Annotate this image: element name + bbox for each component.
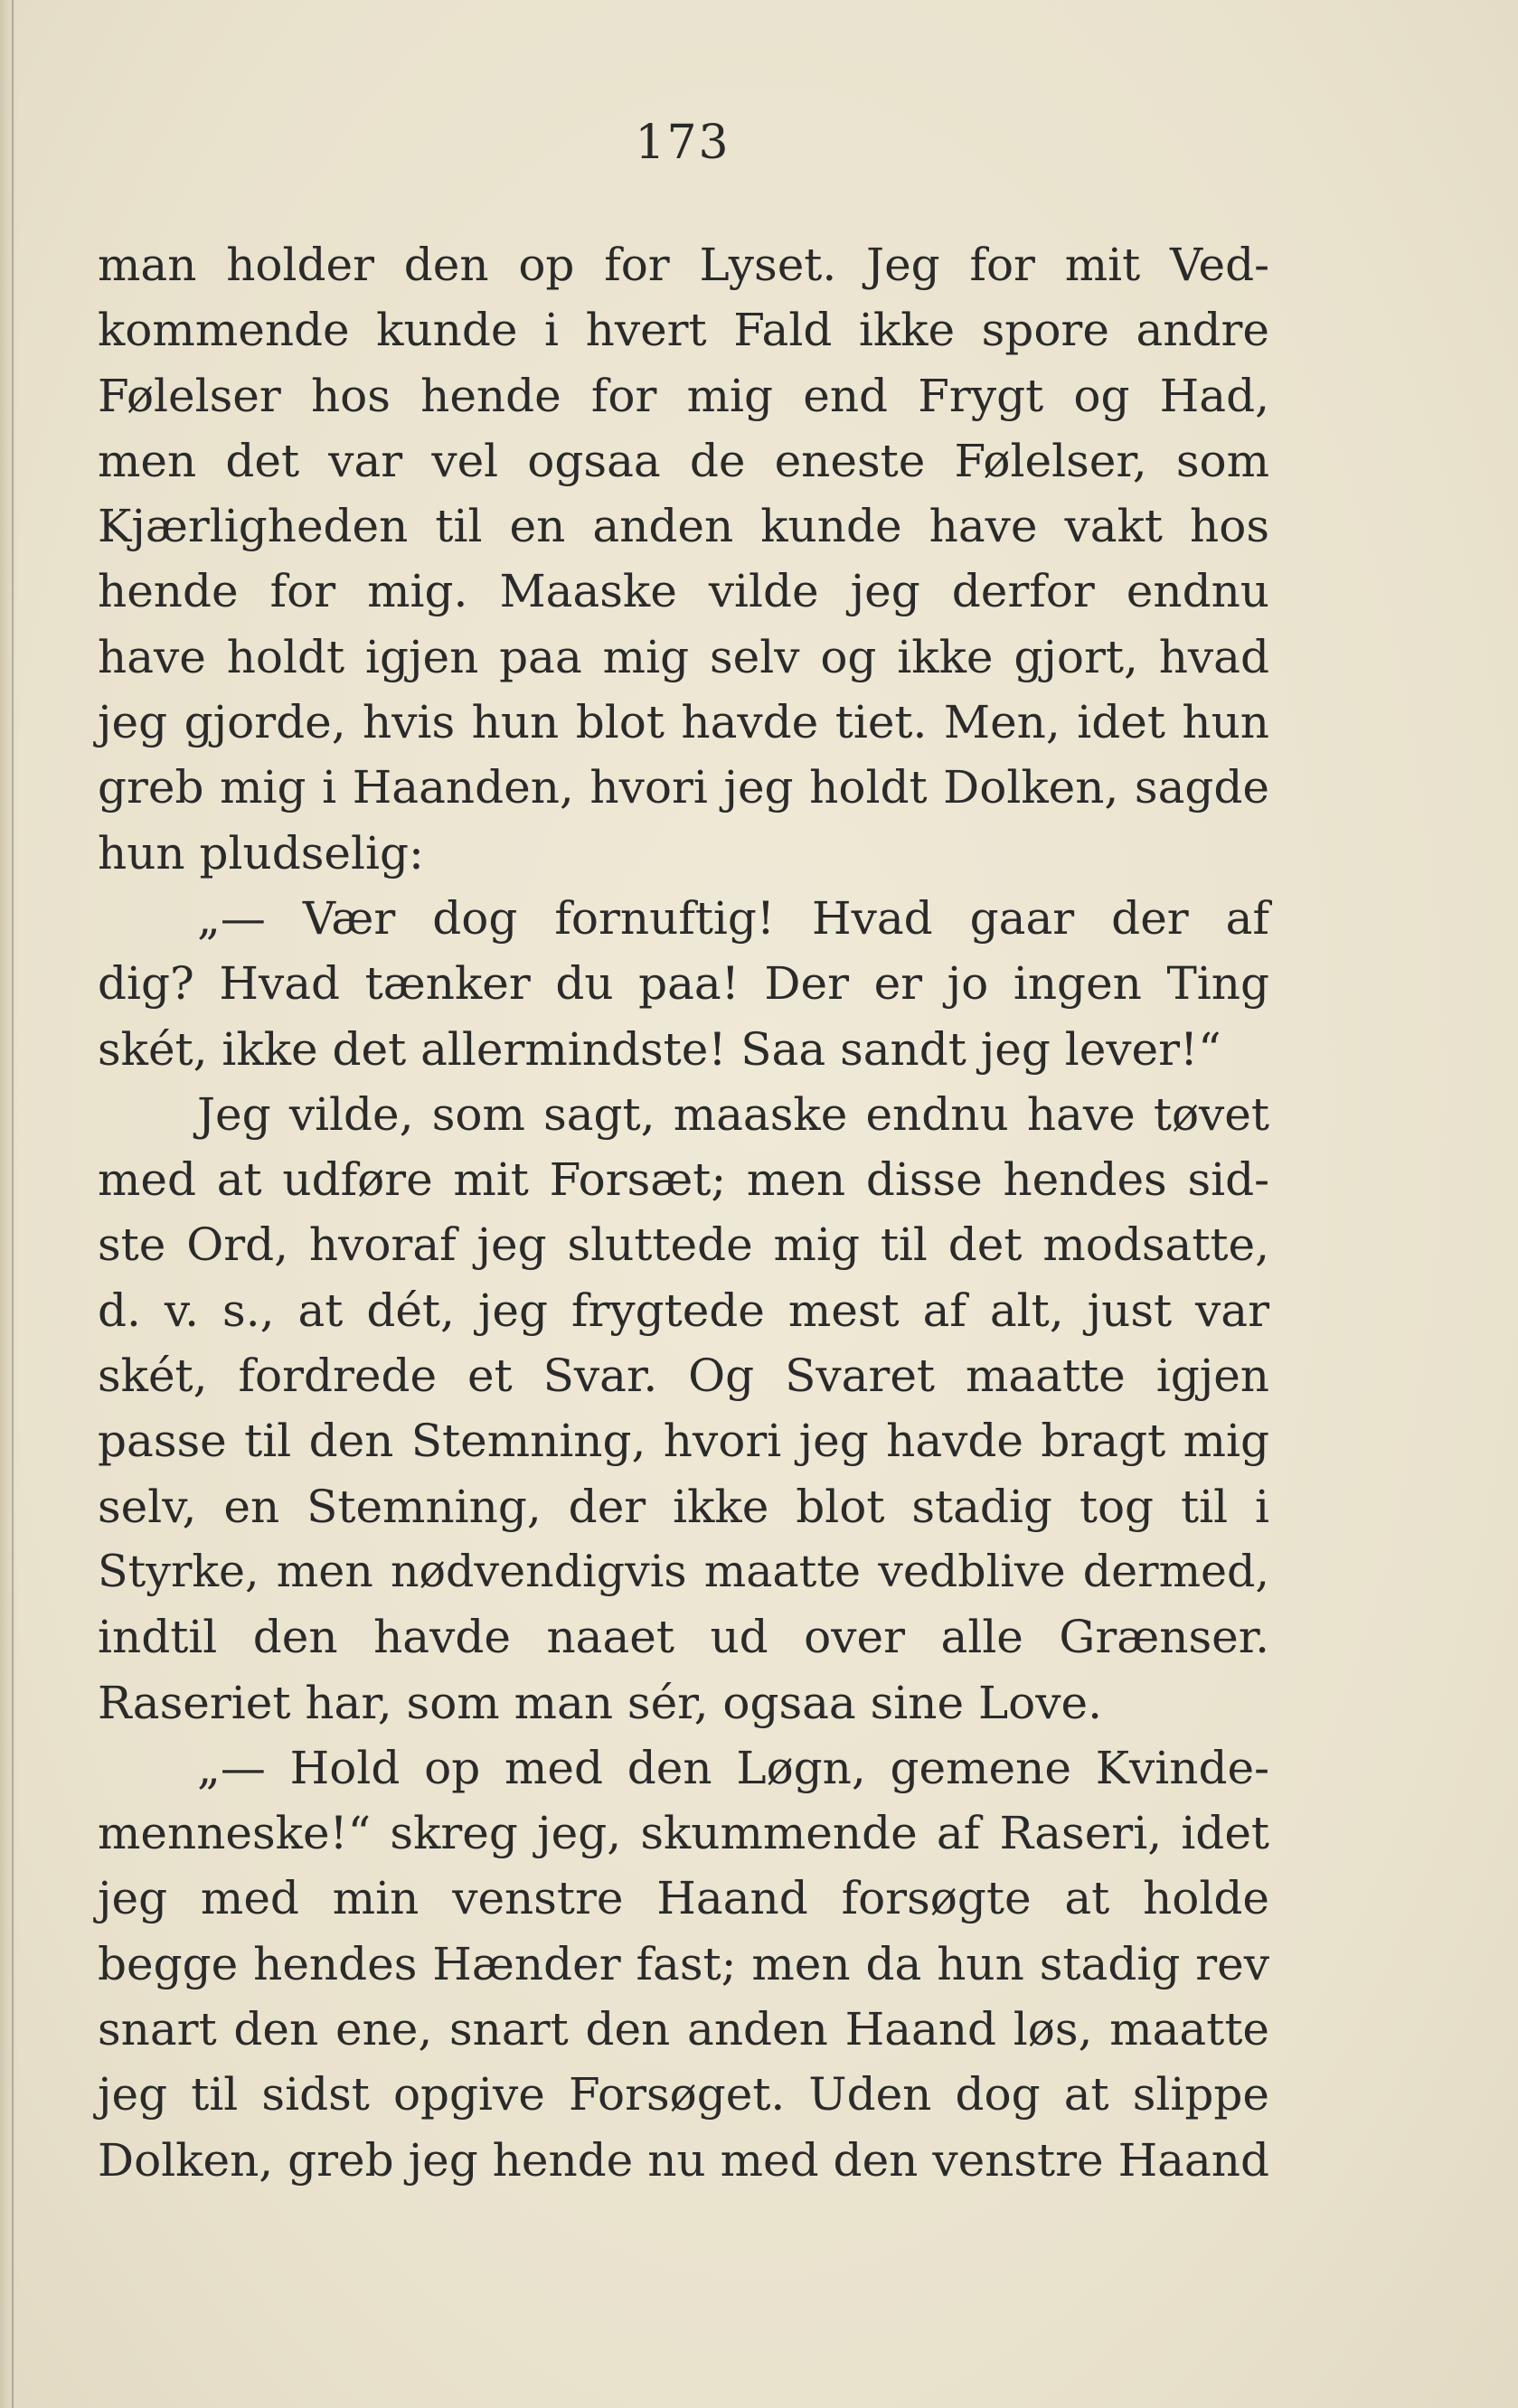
text-line: Dolken, greb jeg hende nu med den venstre Haand xyxy=(98,2133,1269,2187)
text-line: dig? Hvad tænker du paa! Der er jo ingen Ting xyxy=(98,957,1269,1011)
page-edge-line xyxy=(12,0,14,2408)
text-line: men det var vel ogsaa de eneste Følelser, som xyxy=(98,434,1269,487)
text-line: man holder den op for Lyset. Jeg for mit Ved- xyxy=(98,239,1269,291)
text-line: ste Ord, hvoraf jeg sluttede mig til det modsatte, xyxy=(98,1218,1269,1272)
text-line: jeg med min venstre Haand forsøgte at holde xyxy=(98,1872,1269,1925)
text-line: skét, fordrede et Svar. Og Svaret maatte igjen xyxy=(98,1350,1269,1403)
text-line: Raseriet har, som man sér, ogsaa sine Love. xyxy=(98,1676,1103,1729)
text-line: Følelser hos hende for mig end Frygt og Had, xyxy=(98,369,1269,422)
text-line: selv, en Stemning, der ikke blot stadig tog til i xyxy=(98,1480,1269,1533)
text-line: begge hendes Hænder fast; men da hun stadig rev xyxy=(98,1937,1269,1990)
text-line: passe til den Stemning, hvori jeg havde bragt mig xyxy=(98,1415,1269,1468)
text-line: skét, ikke det allermindste! Saa sandt jeg lever!“ xyxy=(98,1022,1221,1076)
text-line: jeg gjorde, hvis hun blot havde tiet. Men, idet hun xyxy=(98,696,1269,749)
text-line: „— Hold op med den Løgn, gemene Kvinde- xyxy=(197,1741,1269,1794)
page-number: 173 xyxy=(635,116,731,170)
text-line: snart den ene, snart den anden Haand løs, maatte xyxy=(98,2003,1269,2056)
text-line: Jeg vilde, som sagt, maaske endnu have tøvet xyxy=(197,1087,1269,1141)
text-line: indtil den havde naaet ud over alle Grænser. xyxy=(98,1611,1269,1664)
page-binding-edge xyxy=(0,0,18,2408)
text-line: jeg til sidst opgive Forsøget. Uden dog at slippe xyxy=(98,2068,1269,2121)
text-line: hun pludselig: xyxy=(98,826,424,879)
text-line: d. v. s., at dét, jeg frygtede mest af alt, just var xyxy=(98,1284,1269,1337)
body-text xyxy=(98,232,1269,2193)
text-line: menneske!“ skreg jeg, skummende af Raseri, idet xyxy=(98,1807,1269,1860)
text-line: med at udføre mit Forsæt; men disse hendes sid- xyxy=(98,1153,1269,1207)
text-line: greb mig i Haanden, hvori jeg holdt Dolken, sagde xyxy=(98,761,1269,814)
text-line: Styrke, men nødvendigvis maatte vedblive dermed, xyxy=(98,1545,1269,1597)
text-line: „— Vær dog fornuftig! Hvad gaar der af xyxy=(197,891,1269,945)
text-line: kommende kunde i hvert Fald ikke spore andre xyxy=(98,304,1269,357)
text-line: have holdt igjen paa mig selv og ikke gjort, hvad xyxy=(98,630,1269,683)
text-line: Kjærligheden til en anden kunde have vakt hos xyxy=(98,500,1269,553)
text-line: hende for mig. Maaske vilde jeg derfor endnu xyxy=(98,565,1269,618)
